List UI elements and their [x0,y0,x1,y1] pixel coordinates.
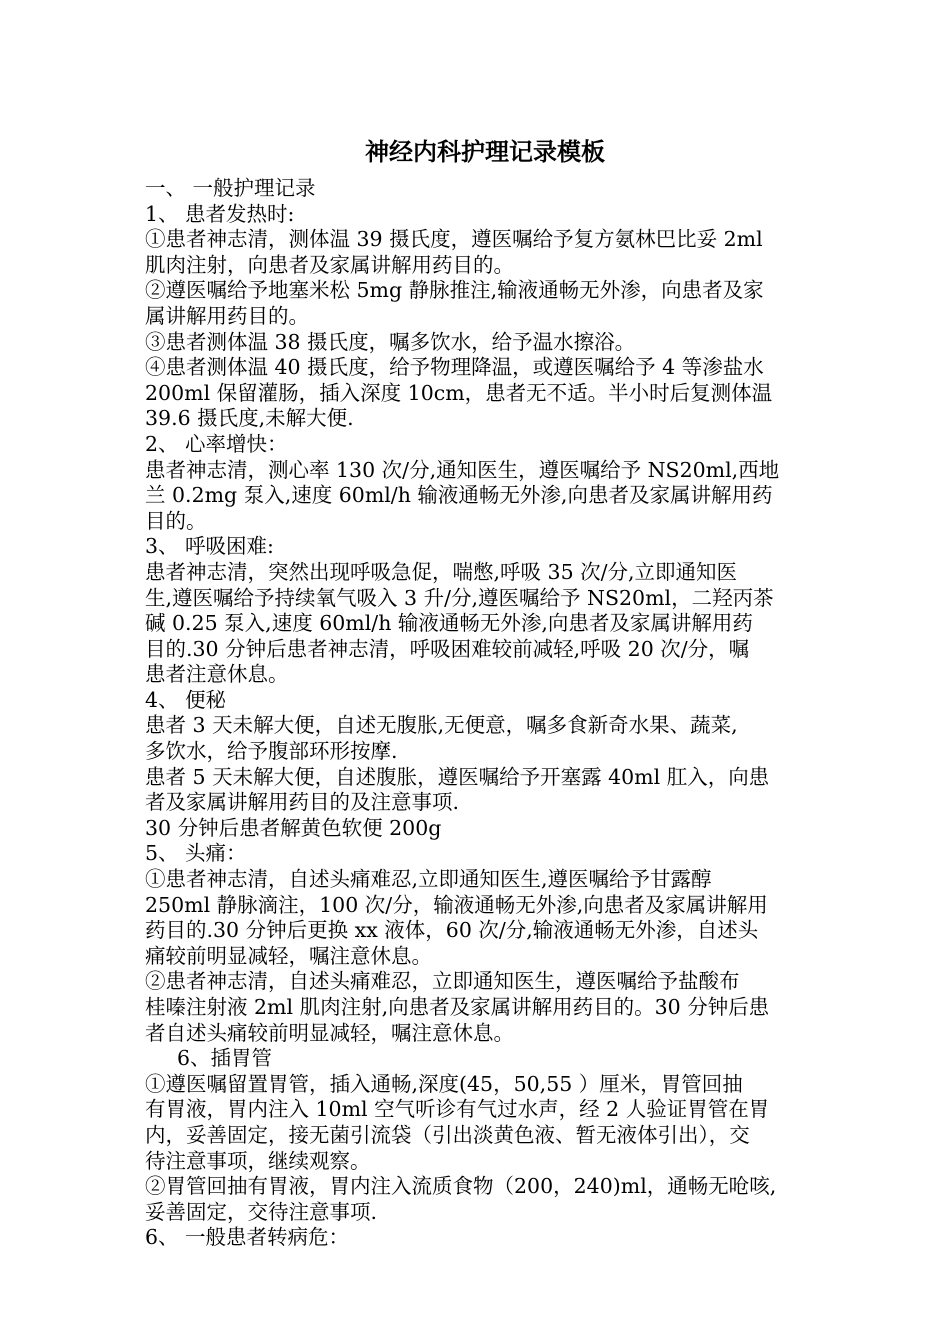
subsection-heading: 6、 一般患者转病危： [145,1225,350,1250]
text-line: ③患者测体温 38 摄氏度，嘱多饮水，给予温水擦浴。 [145,329,636,354]
subsection-heading: 6、插胃管 [177,1046,273,1071]
text-line: 妥善固定，交待注意事项. [145,1199,378,1224]
document-page [145,128,825,1251]
text-line: 患者神志清，测心率 130 次/分,通知医生，遵医嘱给予 NS20ml,西地 [145,457,780,482]
body-text [145,176,825,1251]
text-line: 200ml 保留灌肠，插入深度 10cm，患者无不适。半小时后复测体温 [145,380,773,405]
subsection-heading: 1、 患者发热时: [145,201,295,226]
text-line: ②患者神志清，自述头痛难忍，立即通知医生，遵医嘱给予盐酸布 [145,969,740,994]
text-line: 250ml 静脉滴注，100 次/分，输液通畅无外渗,向患者及家属讲解用 [145,892,768,917]
text-line: 肌肉注射，向患者及家属讲解用药目的。 [145,252,514,277]
text-line: ①患者神志清，自述头痛难忍,立即通知医生,遵医嘱给予甘露醇 [145,867,712,892]
text-line: 者自述头痛较前明显减轻，嘱注意休息。 [145,1020,514,1045]
text-line: 患者神志清，突然出现呼吸急促，喘憋,呼吸 35 次/分,立即通知医 [145,559,738,584]
text-line: 痛较前明显减轻，嘱注意休息。 [145,943,432,968]
text-line: 目的.30 分钟后患者神志清，呼吸困难较前减轻,呼吸 20 次/分，嘱 [145,636,750,661]
page-title: 神经内科护理记录模板 [365,138,605,166]
text-line: ①患者神志清，测体温 39 摄氏度，遵医嘱给予复方氨林巴比妥 2ml [145,227,763,252]
text-line: 兰 0.2mg 泵入,速度 60ml/h 输液通畅无外渗,向患者及家属讲解用药 [145,483,773,508]
text-line: 桂嗪注射液 2ml 肌肉注射,向患者及家属讲解用药目的。30 分钟后患 [145,995,770,1019]
subsection-heading: 3、 呼吸困难: [145,534,274,559]
text-line: 多饮水，给予腹部环形按摩. [145,739,398,764]
subsection-heading: 4、 便秘 [145,687,227,712]
text-line: 患者 5 天未解大便，自述腹胀，遵医嘱给予开塞露 40ml 肛入，向患 [145,764,770,789]
section-heading: 一、 一般护理记录 [145,176,316,200]
text-line: ②胃管回抽有胃液，胃内注入流质食物（200，240)ml，通畅无呛咳, [145,1174,777,1199]
text-line: 者及家属讲解用药目的及注意事项. [145,790,460,815]
text-line: 30 分钟后患者解黄色软便 200g [145,815,442,840]
text-line: 有胃液，胃内注入 10ml 空气听诊有气过水声，经 2 人验证胃管在胃 [145,1097,770,1122]
text-line: 39.6 摄氏度,未解大便. [145,406,354,431]
subsection-heading: 5、 头痛： [145,841,247,866]
text-line: 待注意事项，继续观察。 [145,1148,371,1173]
text-line: ④患者测体温 40 摄氏度，给予物理降温，或遵医嘱给予 4 等渗盐水 [145,355,764,380]
text-line: 生,遵医嘱给予持续氧气吸入 3 升/分,遵医嘱给予 NS20ml，二羟丙茶 [145,585,774,610]
text-line: 患者注意休息。 [145,662,289,687]
text-line: 患者 3 天未解大便，自述无腹胀,无便意，嘱多食新奇水果、蔬菜, [145,713,738,738]
text-line: 药目的.30 分钟后更换 xx 液体，60 次/分,输液通畅无外渗，自述头 [145,918,759,943]
text-line: 内，妥善固定，接无菌引流袋（引出淡黄色液、暂无液体引出），交 [145,1122,750,1147]
text-line: ②遵医嘱给予地塞米松 5mg 静脉推注,输液通畅无外渗，向患者及家 [145,278,764,303]
subsection-heading: 2、 心率增快： [145,431,288,456]
text-line: 属讲解用药目的。 [145,303,309,328]
text-line: ①遵医嘱留置胃管，插入通畅,深度(45，50,55 ）厘米，胃管回抽 [145,1071,743,1096]
text-line: 目的。 [145,508,207,533]
text-line: 碱 0.25 泵入,速度 60ml/h 输液通畅无外渗,向患者及家属讲解用药 [145,611,753,636]
